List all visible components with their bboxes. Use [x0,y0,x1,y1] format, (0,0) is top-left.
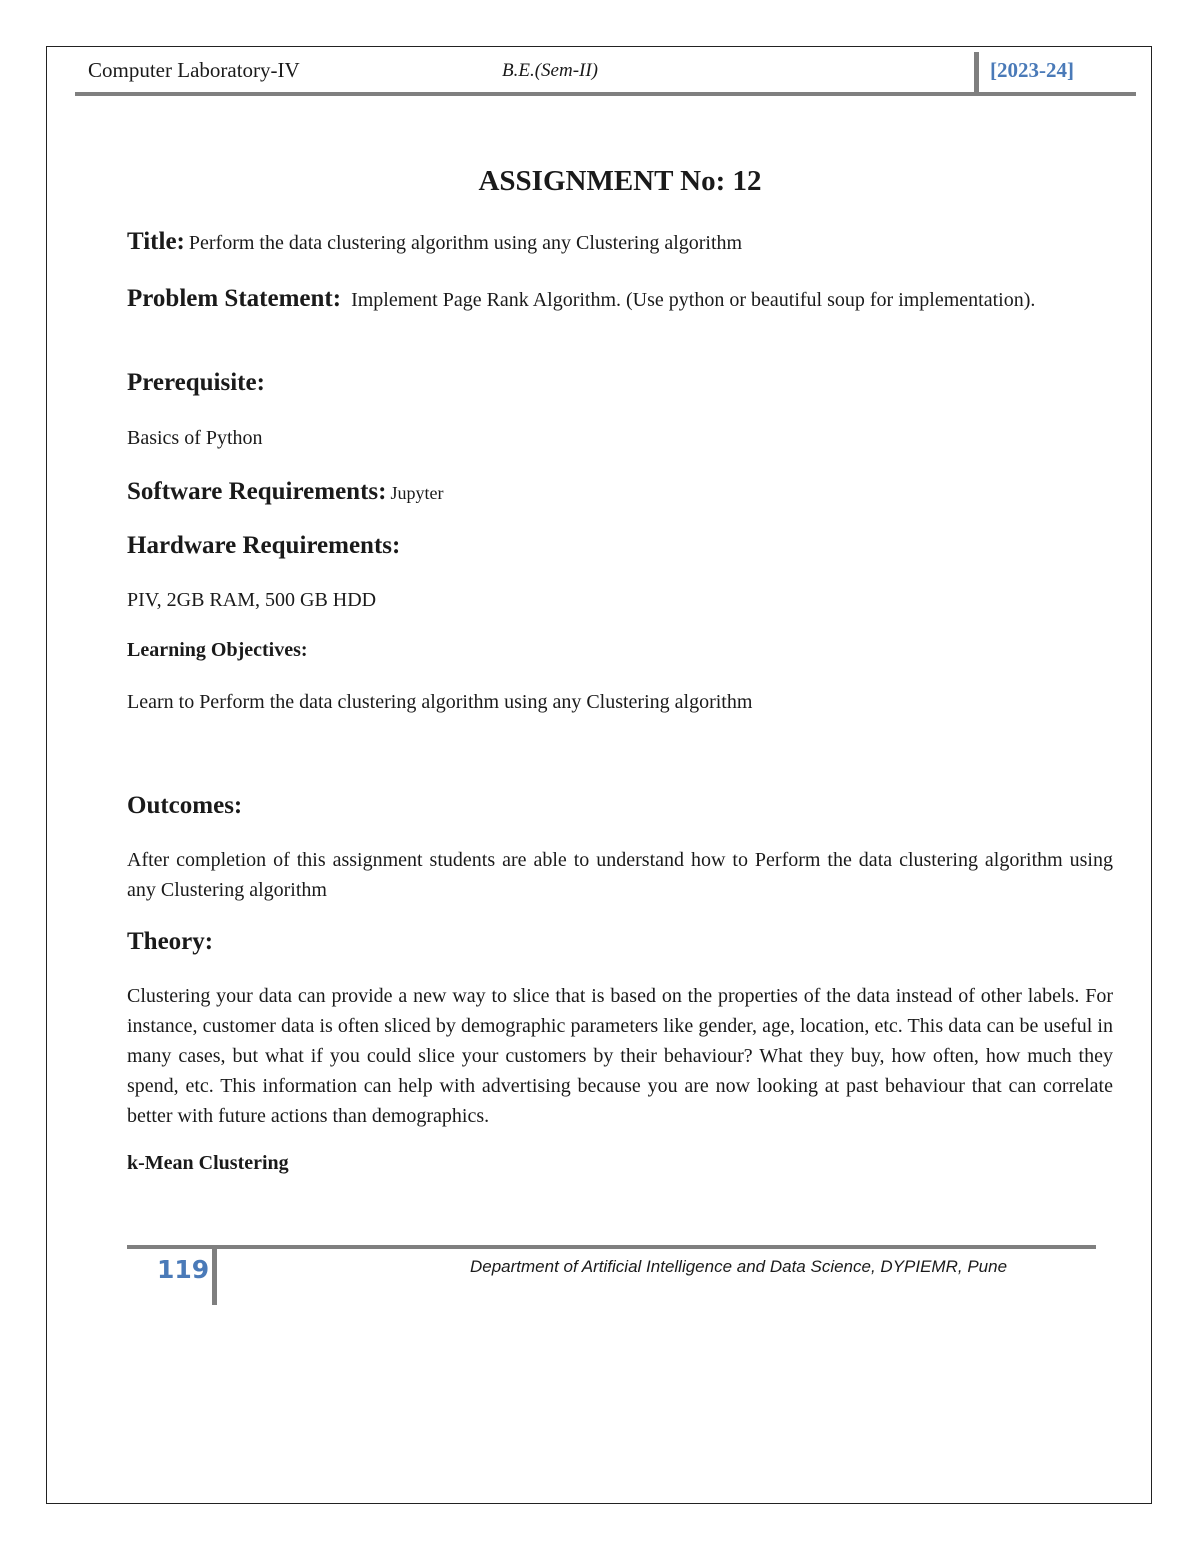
outcomes-label: Outcomes: [127,792,243,819]
title-section [127,228,1113,258]
problem-statement-section [127,284,1113,315]
header-rule [75,92,1136,96]
footer-rule [127,1245,1096,1249]
learning-objectives-label: Learning Objectives: [127,639,308,661]
title-text: Perform the data clustering algorithm using any Clustering algorithm [188,232,743,254]
software-section [127,478,1113,506]
software-label: Software Requirements: [127,478,387,505]
page-number: 119 [157,1255,210,1284]
learning-objectives-text: Learn to Perform the data clustering algorithm using any Clustering algorithm [127,691,753,713]
hardware-text: PIV, 2GB RAM, 500 GB HDD [127,589,377,611]
theory-label: Theory: [127,928,214,955]
footer-divider-vertical [212,1245,217,1305]
title-label: Title: [127,228,185,255]
assignment-title: ASSIGNMENT No: 12 [478,165,762,197]
footer-department: Department of Artificial Intelligence and Data Science, DYPIEMR, Pune [470,1257,1008,1276]
hardware-label: Hardware Requirements: [127,532,401,559]
kmeans-subheading: k-Mean Clustering [127,1152,289,1174]
header-course: Computer Laboratory-IV [88,58,300,82]
problem-statement-label: Problem Statement: [127,285,342,312]
software-text: Jupyter [390,483,444,503]
outcomes-text: After completion of this assignment students are able to understand how to Perform the data clustering algorithm using any Clustering algorithm [127,849,1113,901]
problem-statement-text: Implement Page Rank Algorithm. (Use python or beautiful soup for implementation). [351,289,1036,311]
theory-text: Clustering your data can provide a new way to slice that is based on the properties of the data instead of other labels. For instance, customer data is often sliced by demographic parameters like gender, age, location, etc. This data can be useful in many cases, but what if you could slice your customers by their behaviour? What they buy, how often, how much they spend, etc. This information can help with advertising because you are now looking at past behaviour that can correlate better with future actions than demographics. [127,985,1113,1127]
header-divider-vertical [974,52,979,96]
prerequisite-text: Basics of Python [127,427,263,449]
header-year: [2023-24] [990,58,1074,82]
prerequisite-label: Prerequisite: [127,369,265,396]
header-semester: B.E.(Sem-II) [502,60,599,81]
